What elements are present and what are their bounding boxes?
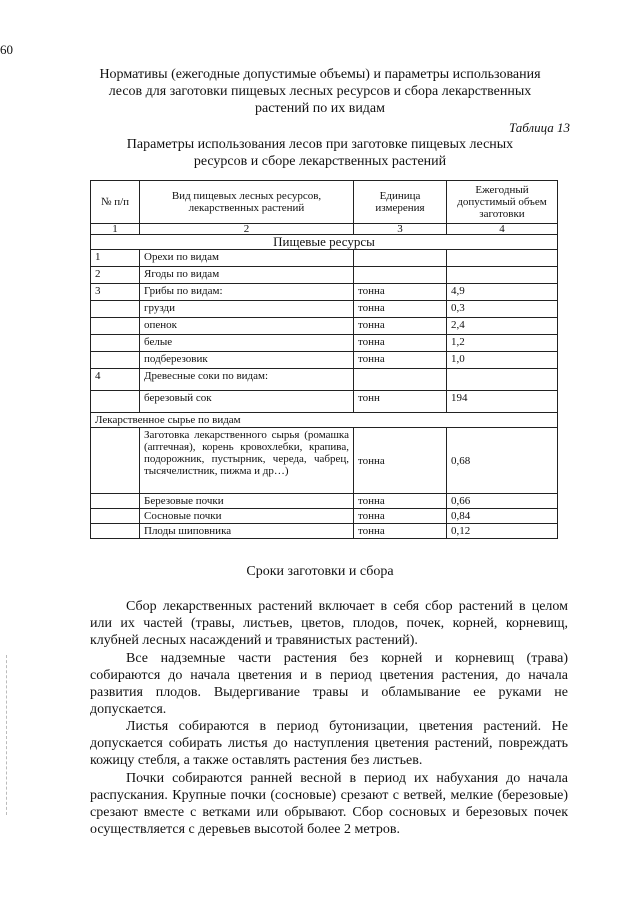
cell-name: Сосновые почки (140, 509, 354, 524)
table-row (91, 267, 558, 284)
section-title: Нормативы (ежегодные допустимые объемы) и параметры использования лесов для заготовки пищевых лесных ресурсов и сбора лекарственных растений по их видам (99, 67, 541, 116)
cell-name: опенок (140, 318, 354, 335)
cell-unit (354, 267, 447, 284)
paragraph-text: Листья собираются в период бутонизации, цветения растений. Не допускается собирать листья до наступления цветения растений, повреждать кожицу стебля, а также оставлять растения без листьев. (90, 719, 568, 768)
cell-num: 4 (91, 369, 140, 391)
cell-unit: тонн (354, 391, 447, 413)
header-resource-type: Вид пищевых лесных ресурсов, лекарственных растений (140, 181, 354, 224)
cell-volume: 0,84 (447, 509, 558, 524)
cell-name: Грибы по видам: (140, 284, 354, 301)
cell-num (91, 391, 140, 413)
cell-num (91, 524, 140, 539)
cell-volume: 0,66 (447, 494, 558, 509)
table-row (91, 301, 558, 318)
cell-name: Древесные соки по видам: (140, 369, 354, 391)
cell-volume: 0,12 (447, 524, 558, 539)
cell-unit: тонна (354, 335, 447, 352)
table-row (91, 318, 558, 335)
cell-num (91, 335, 140, 352)
table-row (91, 369, 558, 391)
cell-unit: тонна (354, 318, 447, 335)
section-row (91, 235, 558, 250)
medicinal-resources-body (91, 428, 558, 539)
page-number: 60 (0, 42, 13, 57)
resources-table (90, 180, 558, 539)
column-number: 2 (140, 224, 354, 235)
cell-unit: тонна (354, 524, 447, 539)
cell-num (91, 301, 140, 318)
food-resources-body (91, 250, 558, 413)
cell-volume: 194 (447, 391, 558, 413)
cell-unit: тонна (354, 509, 447, 524)
header-unit: Единица измерения (354, 181, 447, 224)
table-title: Параметры использования лесов при заготовке пищевых лесных ресурсов и сборе лекарственных растений (126, 137, 514, 169)
table-label: Таблица 13 (508, 120, 570, 135)
paragraph (90, 598, 568, 649)
column-number: 3 (354, 224, 447, 235)
cell-num (91, 428, 140, 494)
cell-volume: 0,68 (447, 428, 558, 494)
column-number: 1 (91, 224, 140, 235)
table-row (91, 524, 558, 539)
cell-num (91, 509, 140, 524)
cell-volume (447, 267, 558, 284)
table-row (91, 250, 558, 267)
paragraph (90, 718, 568, 769)
column-number-row (91, 224, 558, 235)
cell-volume: 4,9 (447, 284, 558, 301)
cell-num (91, 494, 140, 509)
table-row (91, 335, 558, 352)
header-volume: Ежегодный допустимый объем заготовки (447, 181, 558, 224)
cell-name: подберезовик (140, 352, 354, 369)
paragraph (90, 770, 568, 838)
cell-volume: 1,0 (447, 352, 558, 369)
table-row (91, 391, 558, 413)
table-header-row (91, 181, 558, 224)
table-row (91, 352, 558, 369)
cell-name: Ягоды по видам (140, 267, 354, 284)
table-row (91, 284, 558, 301)
cell-unit: тонна (354, 301, 447, 318)
cell-name: березовый сок (140, 391, 354, 413)
cell-name: Березовые почки (140, 494, 354, 509)
section-medicinal-resources: Лекарственное сырье по видам (91, 413, 558, 428)
cell-name: белые (140, 335, 354, 352)
cell-unit: тонна (354, 352, 447, 369)
cell-volume: 0,3 (447, 301, 558, 318)
paragraph-text: Почки собираются ранней весной в период их набухания до начала распускания. Крупные почки (сосновые) срезают с ветвей, мелкие (березовые) срезают вместе с ветками или обрывают. Сбор сосновых и березовых почек осуществляется с деревьев высотой более 2 метров. (90, 771, 568, 837)
section-food-resources: Пищевые ресурсы (91, 235, 558, 250)
column-number: 4 (447, 224, 558, 235)
cell-unit: тонна (354, 494, 447, 509)
header-num: № п/п (91, 181, 140, 224)
table-row (91, 509, 558, 524)
cell-name: грузди (140, 301, 354, 318)
cell-name: Плоды шиповника (140, 524, 354, 539)
cell-volume: 2,4 (447, 318, 558, 335)
scan-margin-line (6, 655, 8, 815)
cell-num (91, 352, 140, 369)
cell-unit (354, 250, 447, 267)
cell-volume (447, 369, 558, 391)
cell-unit: тонна (354, 428, 447, 494)
cell-num: 3 (91, 284, 140, 301)
section-row (91, 413, 558, 428)
cell-unit (354, 369, 447, 391)
terms-title: Сроки заготовки и сбора (246, 564, 394, 579)
cell-volume (447, 250, 558, 267)
cell-unit: тонна (354, 284, 447, 301)
paragraph-text: Все надземные части растения без корней и корневищ (трава) собираются до начала цветения и в период цветения растения, до начала развития плодов. Выдергивание травы и обламывание ее руками не допускается. (90, 651, 568, 717)
cell-num: 2 (91, 267, 140, 284)
table-row (91, 494, 558, 509)
cell-num: 1 (91, 250, 140, 267)
paragraph-text: Сбор лекарственных растений включает в себя сбор растений в целом или их частей (травы, листьев, цветов, плодов, почек, корней, корневищ, клубней лесных насаждений и травянистых растений). (90, 599, 568, 648)
cell-name: Орехи по видам (140, 250, 354, 267)
paragraph (90, 650, 568, 718)
cell-num (91, 318, 140, 335)
cell-name: Заготовка лекарственного сырья (ромашка (аптечная), корень кровохлебки, крапива, подорожник, пустырник, череда, чабрец, тысячелистник, пижма и др…) (140, 428, 354, 494)
table-row (91, 428, 558, 494)
cell-volume: 1,2 (447, 335, 558, 352)
